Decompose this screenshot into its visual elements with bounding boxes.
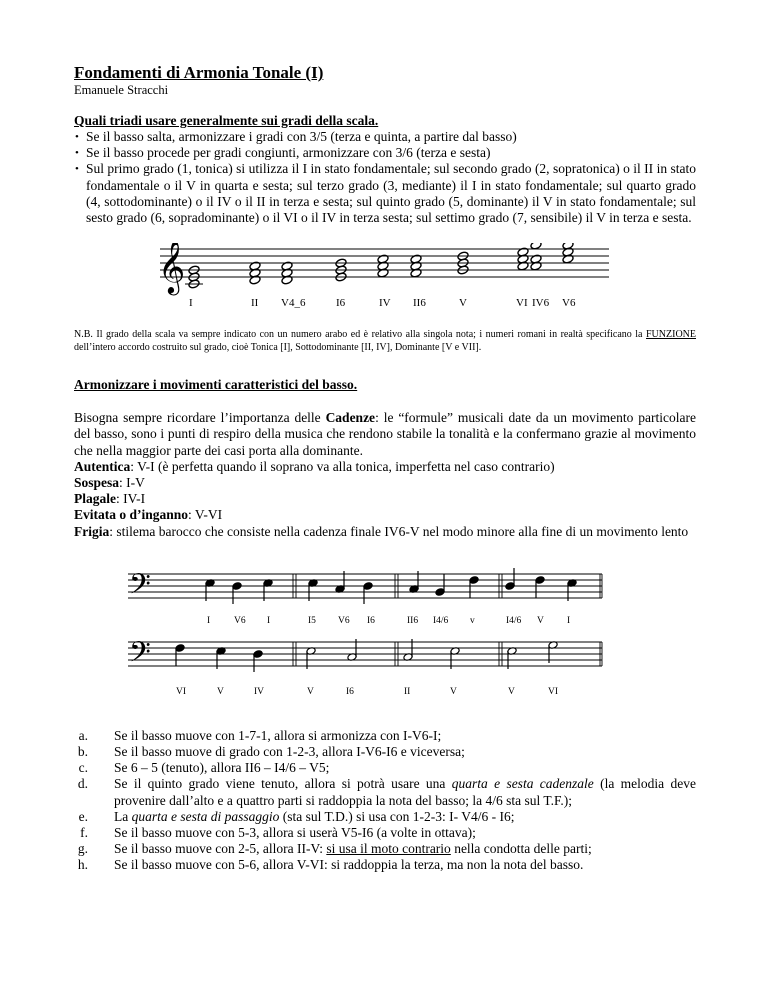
chord-label: I6 <box>346 686 354 697</box>
list-item: b. Se il basso muove di grado con 1-2-3, allora I-V6-I6 e viceversa; <box>114 744 696 760</box>
chord-label: V6 <box>562 297 576 310</box>
list-item: d. Se il quinto grado viene tenuto, allora si potrà usare una quarta e sesta cadenzale (la melodia deve provenire dall’alto e a quattro parti si raddoppia la nota del basso; la 4/6 sta sul T.F.); <box>114 776 696 808</box>
chord-label: IV <box>379 297 391 310</box>
intro-paragraph: Bisogna sempre ricordare l’importanza delle Cadenze: le “formule” musicali date da un movimento particolare del basso, sono i punti di respiro della musica che rendono stabile la tonalità e la confermano grazie al movimento che nella maggior parte dei casi porta alla dominante. <box>74 410 696 458</box>
list-item: h. Se il basso muove con 5-6, allora V-VI: si raddoppia la terza, ma non la nota del basso. <box>114 857 696 873</box>
author-name: Emanuele Stracchi <box>74 83 169 97</box>
page-title: Fondamenti di Armonia Tonale (I) <box>74 63 324 82</box>
nb-note: N.B. Il grado della scala va sempre indicato con un numero arabo ed è relativo alla singola nota; i numeri romani in realtà specificano la FUNZIONE dell’intero accordo costruito sul grado, cioè Tonica [I], Sottodominante [II, IV], Dominante [V e VII]. <box>74 329 696 353</box>
bass-staff-figure <box>74 566 696 706</box>
list-marker: e. <box>78 808 88 824</box>
bass-clef-icon: 𝄢 <box>129 569 151 607</box>
chord-label: I6 <box>336 297 346 310</box>
chord-label: I5 <box>308 615 316 626</box>
chord-label: V <box>217 686 224 697</box>
treble-staff <box>74 243 696 321</box>
chord-label: IV6 <box>532 297 550 310</box>
chord-label: VI <box>548 686 559 697</box>
chord-label: II <box>251 297 259 310</box>
list-marker: b. <box>77 744 88 760</box>
chord-label: I <box>189 297 193 310</box>
cadence-authentic: Autentica: V-I (è perfetta quando il soprano va alla tonica, imperfetta nel caso contrario) <box>74 458 555 474</box>
list-marker: d. <box>77 776 88 792</box>
list-item: • Se il basso procede per gradi congiunti, armonizzare con 3/6 (terza e sesta) <box>86 145 696 161</box>
chord-label: II6 <box>413 297 426 310</box>
chord-label: V <box>450 686 457 697</box>
treble-staff-figure <box>74 243 696 321</box>
cadence-plagal: Plagale: IV-I <box>74 491 146 507</box>
chord-label: IV <box>254 686 265 697</box>
list-item: c. Se 6 – 5 (tenuto), allora II6 – I4/6 – V5; <box>114 760 696 776</box>
section-heading-bass: Armonizzare i movimenti caratteristici del basso. <box>74 377 358 393</box>
bass-staves <box>74 566 696 706</box>
chord-label: V <box>537 615 544 626</box>
list-item: e. La quarta e sesta di passaggio (sta sul T.D.) si usa con 1-2-3: I- V4/6 - I6; <box>114 809 696 825</box>
chord-label: V <box>508 686 515 697</box>
cadence-phrygian: Frigia: stilema barocco che consiste nella cadenza finale IV6-V nel modo minore alla fine di un movimento lento <box>74 523 689 539</box>
section-heading-triads: Quali triadi usare generalmente sui gradi della scala. <box>74 113 379 128</box>
list-marker: h. <box>77 857 88 873</box>
chord-label: V <box>459 297 467 310</box>
chord-label: II6 <box>407 615 419 626</box>
chord-label: V6 <box>338 615 350 626</box>
document-page <box>74 62 696 874</box>
chord-label: I4/6 <box>506 615 522 626</box>
list-marker: g. <box>77 841 88 857</box>
chord-label: V <box>307 686 314 697</box>
chord-label: I6 <box>367 615 375 626</box>
chord-label: v <box>470 615 475 626</box>
treble-clef-icon: 𝄞 <box>158 243 186 293</box>
triad-rules-list <box>74 129 696 226</box>
chord-label: V4_6 <box>281 297 306 310</box>
list-marker: f. <box>80 825 88 841</box>
list-item: a. Se il basso muove con 1-7-1, allora si armonizza con I-V6-I; <box>114 728 696 744</box>
list-item: g. Se il basso muove con 2-5, allora II-V: si usa il moto contrario nella condotta delle parti; <box>114 841 696 857</box>
bass-clef-icon: 𝄢 <box>129 637 151 675</box>
list-marker: a. <box>78 727 88 743</box>
chord-label: V6 <box>234 615 246 626</box>
chord-label: II <box>404 686 411 697</box>
bass-rules-list <box>74 728 696 874</box>
list-item: • Se il basso salta, armonizzare i gradi con 3/5 (terza e quinta, a partire dal basso) <box>86 129 696 145</box>
list-marker: c. <box>78 760 88 776</box>
chord-label: I <box>207 615 211 626</box>
list-item: • Sul primo grado (1, tonica) si utilizza il I in stato fondamentale; sul secondo grado (2, sopratonica) o il II in stato fondamentale o il V in quarta e sesta; sul terzo grado (3, mediante) il I in stato fondamentale; sul quarto grado (4, sottodominante) o il IV o il II in terza e sesta; sul quinto grado (5, dominante) il V in stato fondamentale; sul sesto grado (6, sopradominante) o il VI o il IV in terza sesta; sul settimo grado (7, sensibile) il V in terza e sesta. <box>86 161 696 226</box>
chord-label: I <box>567 615 571 626</box>
list-item: f. Se il basso muove con 5-3, allora si userà V5-I6 (a volte in ottava); <box>114 825 696 841</box>
cadence-deceptive: Evitata o d’inganno: V-VI <box>74 507 223 523</box>
chord-label: I <box>267 615 271 626</box>
chord-label: VI <box>176 686 187 697</box>
chord-label: I4/6 <box>433 615 449 626</box>
chord-label: VI <box>516 297 528 310</box>
cadence-suspended: Sospesa: I-V <box>74 475 145 491</box>
